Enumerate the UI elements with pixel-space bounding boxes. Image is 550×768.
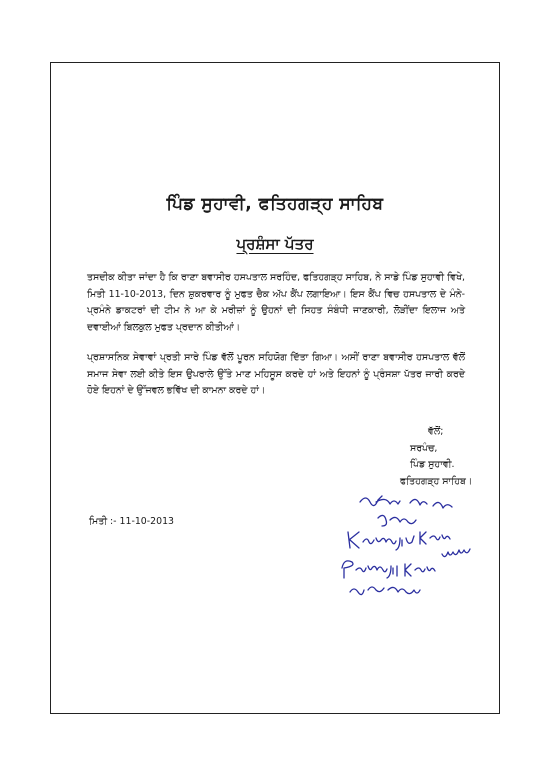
from-label: ਵੱਲੋਂ; [428, 426, 444, 437]
signature-1 [360, 496, 452, 508]
signature-2 [378, 515, 416, 526]
paragraph-certification: ਤਸਦੀਕ ਕੀਤਾ ਜਾਂਦਾ ਹੈ ਕਿ ਰਾਣਾ ਬਵਾਸੀਰ ਹਸਪਤਾਲ ਸਰਹਿੰਦ, ਫਤਿਹਗੜ੍ਹ ਸਾਹਿਬ, ਨੇ ਸਾਡੇ ਪਿੰਡ ਸੁਹਾਵੀ ਵਿਖੇ, ਮਿਤੀ 11-10-2013, ਦਿਨ ਸ਼ੁਕਰਵਾਰ ਨੂੰ ਮੁਫਤ ਚੈਕ ਅੱਪ ਕੈਂਪ ਲਗਾਇਆ। ਇਸ ਕੈਂਪ ਵਿਚ ਹਸਪਤਾਲ ਦੇ ਮੰਨੇ-ਪ੍ਰਮੰਨੇ ਡਾਕਟਰਾਂ ਦੀ ਟੀਮ ਨੇ ਆ ਕੇ ਮਰੀਜ਼ਾਂ ਨੂੰ ਉਹਨਾਂ ਦੀ ਸਿਹਤ ਸੰਬੰਧੀ ਜਾਣਕਾਰੀ, ਲੋੜੀਂਦਾ ਇਲਾਜ ਅਤੇ ਦਵਾਈਆਂ ਬਿਲਕੁਲ ਮੁਫਤ ਪ੍ਰਦਾਨ ਕੀਤੀਆਂ। [87, 272, 465, 333]
document-title: ਪਿੰਡ ਸੁਹਾਵੀ, ਫਤਿਹਗੜ੍ਹ ਸਾਹਿਬ [166, 194, 384, 214]
signature-3 [348, 532, 450, 550]
district-label: ਫਤਿਹਗੜ੍ਹ ਸਾਹਿਬ। [400, 475, 473, 487]
handwritten-signatures [330, 480, 490, 620]
signature-drawing [330, 480, 490, 620]
signature-4 [342, 561, 435, 578]
subtitle-text: ਪ੍ਰਸ਼ੰਸਾ ਪੱਤਰ [236, 235, 314, 253]
document-date: ਮਿਤੀ :- 11-10-2013 [89, 516, 174, 527]
signature-5 [350, 587, 420, 595]
sarpanch-label: ਸਰਪੰਚ, [410, 442, 438, 454]
village-label: ਪਿੰਡ ਸੁਹਾਵੀ. [410, 459, 455, 470]
paragraph-appreciation: ਪ੍ਰਸ਼ਾਸਨਿਕ ਸੇਵਾਵਾਂ ਪ੍ਰਤੀ ਸਾਰੇ ਪਿੰਡ ਵੱਲੋਂ ਪੂਰਨ ਸਹਿਯੋਗ ਦਿੱਤਾ ਗਿਆ। ਅਸੀਂ ਰਾਣਾ ਬਵਾਸੀਰ ਹਸਪਤਾਲ ਵੱਲੋਂ ਸਮਾਜ ਸੇਵਾ ਲਈ ਕੀਤੇ ਇਸ ਉਪਰਾਲੇ ਉੱਤੇ ਮਾਣ ਮਹਿਸੂਸ ਕਰਦੇ ਹਾਂ ਅਤੇ ਇਹਨਾਂ ਨੂੰ ਪ੍ਰੰਸਸ਼ਾ ਪੱਤਰ ਜਾਰੀ ਕਰਦੇ ਹੋਏ ਇਹਨਾਂ ਦੇ ਉੱਜਵਲ ਭਵਿੱਖ ਦੀ ਕਾਮਨਾ ਕਰਦੇ ਹਾਂ। [87, 352, 465, 396]
document-subtitle [0, 234, 550, 253]
signature-3b [442, 549, 470, 557]
